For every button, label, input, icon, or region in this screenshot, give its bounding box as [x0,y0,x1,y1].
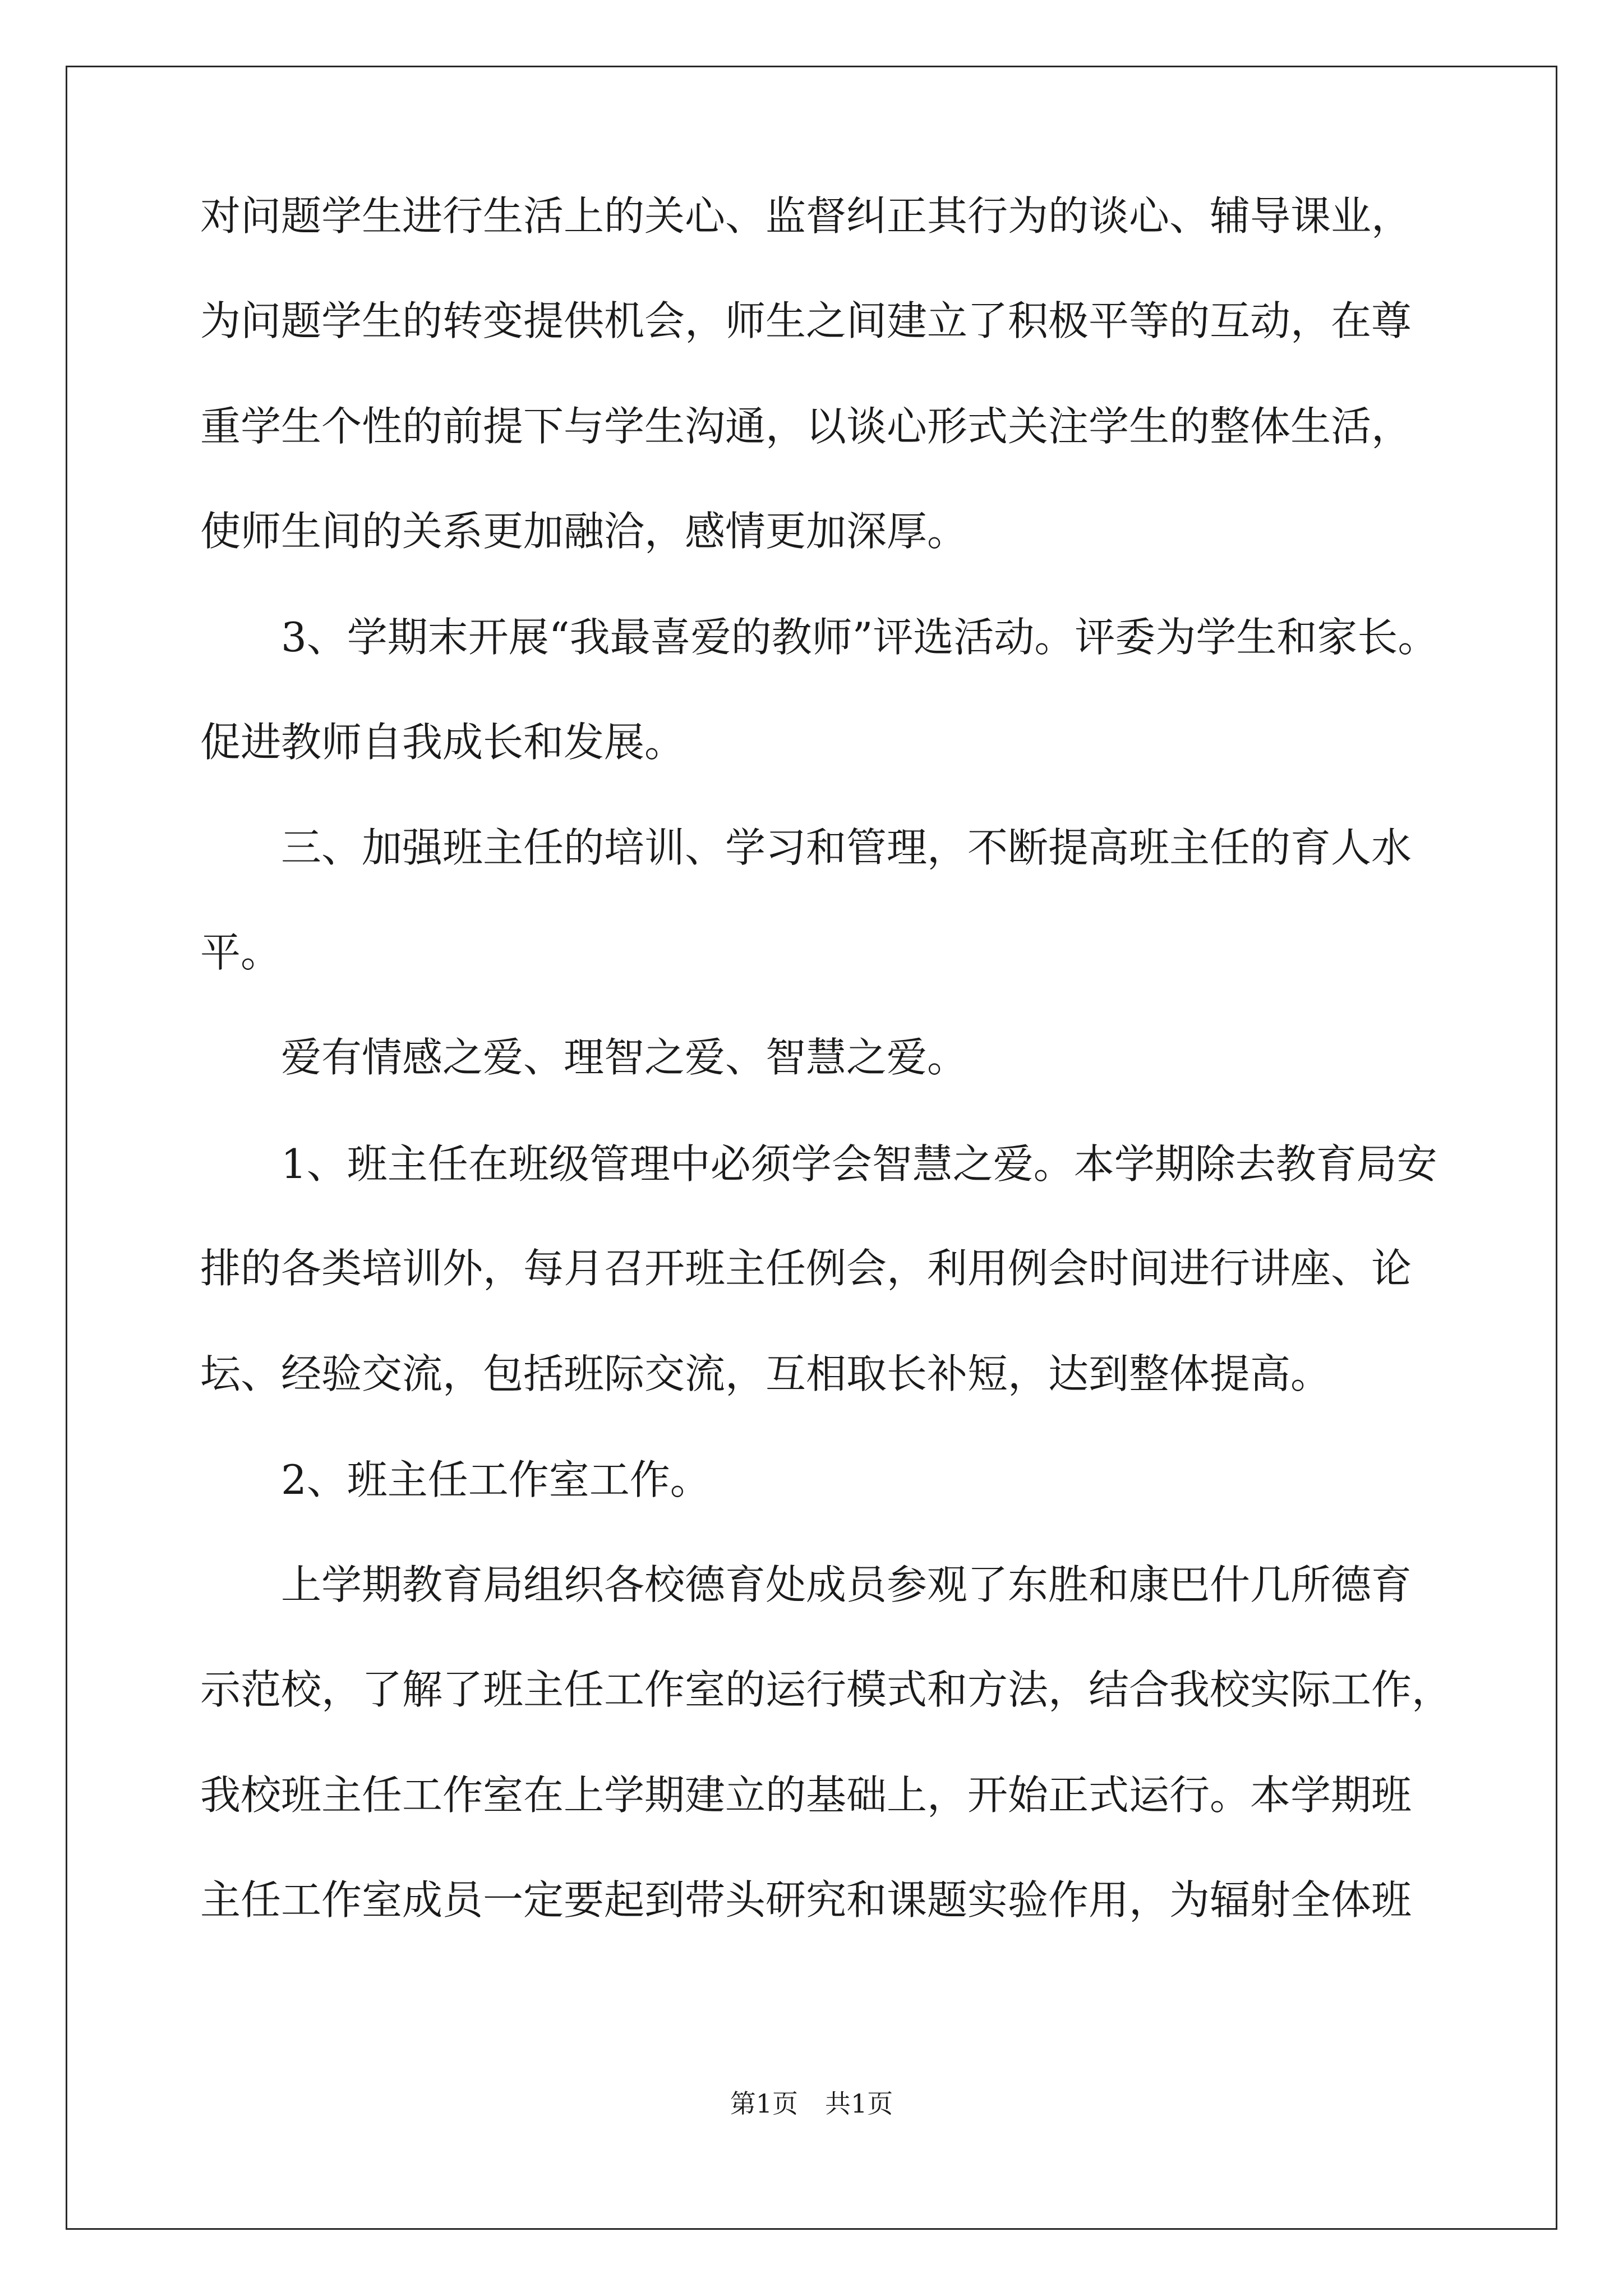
text-line: 我校班主任工作室在上学期建立的基础上，开始正式运行。本学期班 [200,1772,1412,1819]
text-line: 重学生个性的前提下与学生沟通，以谈心形式关注学生的整体生活， [200,403,1412,450]
text-line: 使师生间的关系更加融洽，感情更加深厚。 [200,508,968,555]
page-total: 共1页 [825,2088,893,2119]
text-line: 示范校，了解了班主任工作室的运行模式和方法，结合我校实际工作， [200,1666,1453,1713]
text-line: 排的各类培训外，每月召开班主任例会，利用例会时间进行讲座、论 [200,1245,1412,1292]
text-line: 3、学期末开展“我最喜爱的教师”评选活动。评委为学生和家长。 [281,614,1438,661]
text-line: 1、班主任在班级管理中必须学会智慧之爱。本学期除去教育局安 [281,1140,1437,1188]
text-line: 爱有情感之爱、理智之爱、智慧之爱。 [281,1034,968,1081]
page-number: 第1页 [730,2088,798,2119]
text-line: 坛、经验交流，包括班际交流，互相取长补短，达到整体提高。 [200,1350,1331,1397]
text-line: 上学期教育局组织各校德育处成员参观了东胜和康巴什几所德育 [281,1561,1412,1608]
text-line: 主任工作室成员一定要起到带头研究和课题实验作用，为辐射全体班 [200,1876,1412,1924]
text-line: 平。 [200,929,282,976]
page-footer [0,2087,1623,2120]
text-line: 2、班主任工作室工作。 [281,1456,711,1503]
text-line: 促进教师自我成长和发展。 [200,719,685,766]
text-line: 为问题学生的转变提供机会，师生之间建立了积极平等的互动，在尊 [200,297,1412,344]
text-line: 对问题学生进行生活上的关心、监督纠正其行为的谈心、辅导课业， [200,192,1412,240]
text-line: 三、加强班主任的培训、学习和管理，不断提高班主任的育人水 [281,824,1412,871]
